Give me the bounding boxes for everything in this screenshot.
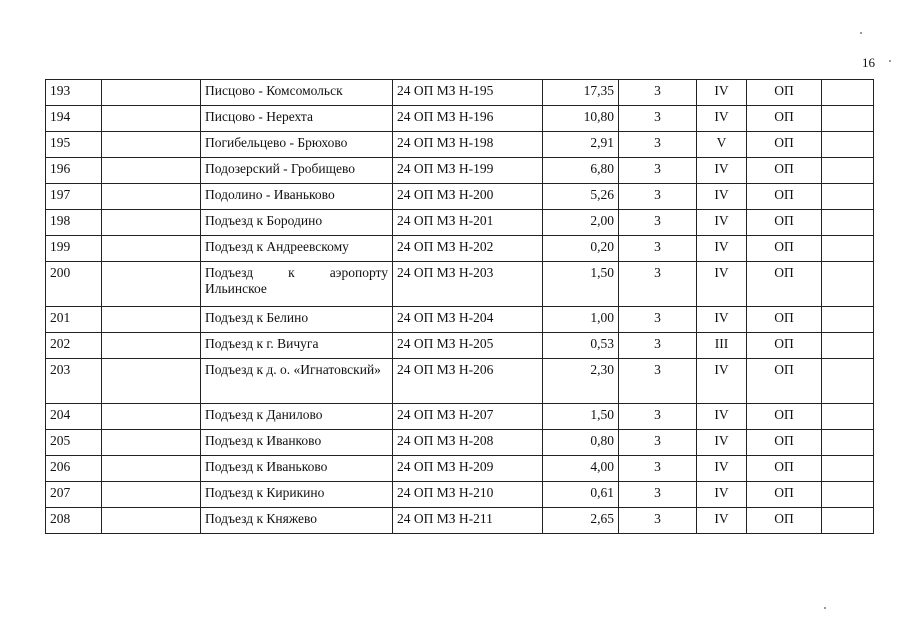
cell-number: 197 <box>46 184 102 210</box>
cell-type: ОП <box>747 307 822 333</box>
table-row <box>46 456 874 482</box>
cell-empty <box>102 262 201 307</box>
cell-length: 1,00 <box>543 307 619 333</box>
table-row <box>46 80 874 106</box>
cell-number: 202 <box>46 333 102 359</box>
scan-speck <box>824 607 826 609</box>
cell-type: ОП <box>747 359 822 404</box>
cell-category: 3 <box>619 210 697 236</box>
cell-empty <box>822 106 874 132</box>
cell-number: 193 <box>46 80 102 106</box>
cell-type: ОП <box>747 404 822 430</box>
cell-road-name: Подъезд к Андреевскому <box>201 236 393 262</box>
cell-tech-class: IV <box>697 80 747 106</box>
cell-tech-class: IV <box>697 456 747 482</box>
cell-type: ОП <box>747 184 822 210</box>
cell-number: 204 <box>46 404 102 430</box>
cell-road-code: 24 ОП МЗ Н-202 <box>393 236 543 262</box>
cell-type: ОП <box>747 158 822 184</box>
cell-length: 1,50 <box>543 262 619 307</box>
cell-number: 201 <box>46 307 102 333</box>
cell-empty <box>102 404 201 430</box>
cell-category: 3 <box>619 404 697 430</box>
cell-empty <box>822 404 874 430</box>
cell-road-name: Подолино - Иваньково <box>201 184 393 210</box>
cell-type: ОП <box>747 333 822 359</box>
table-row <box>46 404 874 430</box>
cell-tech-class: IV <box>697 430 747 456</box>
cell-road-code: 24 ОП МЗ Н-195 <box>393 80 543 106</box>
cell-road-code: 24 ОП МЗ Н-199 <box>393 158 543 184</box>
cell-empty <box>102 158 201 184</box>
cell-category: 3 <box>619 236 697 262</box>
cell-category: 3 <box>619 307 697 333</box>
cell-road-code: 24 ОП МЗ Н-211 <box>393 508 543 534</box>
cell-road-code: 24 ОП МЗ Н-208 <box>393 430 543 456</box>
cell-category: 3 <box>619 482 697 508</box>
cell-empty <box>822 307 874 333</box>
cell-number: 195 <box>46 132 102 158</box>
cell-tech-class: IV <box>697 106 747 132</box>
cell-number: 207 <box>46 482 102 508</box>
cell-tech-class: IV <box>697 508 747 534</box>
cell-tech-class: IV <box>697 404 747 430</box>
cell-empty <box>822 184 874 210</box>
cell-type: ОП <box>747 132 822 158</box>
cell-empty <box>822 482 874 508</box>
cell-length: 6,80 <box>543 158 619 184</box>
table-body <box>46 80 874 534</box>
table-row <box>46 307 874 333</box>
cell-empty <box>822 333 874 359</box>
scan-speck <box>860 32 862 34</box>
table-row <box>46 210 874 236</box>
cell-road-code: 24 ОП МЗ Н-200 <box>393 184 543 210</box>
cell-empty <box>822 80 874 106</box>
cell-type: ОП <box>747 508 822 534</box>
cell-length: 0,61 <box>543 482 619 508</box>
table-row <box>46 106 874 132</box>
cell-length: 4,00 <box>543 456 619 482</box>
cell-type: ОП <box>747 80 822 106</box>
scan-speck <box>889 60 891 62</box>
table-row <box>46 184 874 210</box>
cell-road-code: 24 ОП МЗ Н-205 <box>393 333 543 359</box>
cell-empty <box>102 359 201 404</box>
table-row <box>46 262 874 307</box>
cell-length: 17,35 <box>543 80 619 106</box>
cell-road-name: Писцово - Нерехта <box>201 106 393 132</box>
cell-category: 3 <box>619 508 697 534</box>
cell-road-name: Подъезд к Данилово <box>201 404 393 430</box>
cell-category: 3 <box>619 262 697 307</box>
table-row <box>46 508 874 534</box>
cell-number: 196 <box>46 158 102 184</box>
cell-tech-class: IV <box>697 210 747 236</box>
cell-road-code: 24 ОП МЗ Н-204 <box>393 307 543 333</box>
table-row <box>46 430 874 456</box>
cell-length: 2,00 <box>543 210 619 236</box>
cell-length: 0,80 <box>543 430 619 456</box>
cell-category: 3 <box>619 158 697 184</box>
cell-tech-class: IV <box>697 262 747 307</box>
cell-number: 199 <box>46 236 102 262</box>
table-row <box>46 333 874 359</box>
cell-number: 198 <box>46 210 102 236</box>
cell-empty <box>102 482 201 508</box>
cell-road-code: 24 ОП МЗ Н-207 <box>393 404 543 430</box>
cell-number: 194 <box>46 106 102 132</box>
cell-empty <box>822 262 874 307</box>
table-row <box>46 359 874 404</box>
cell-road-code: 24 ОП МЗ Н-198 <box>393 132 543 158</box>
cell-empty <box>102 210 201 236</box>
cell-empty <box>102 456 201 482</box>
cell-road-code: 24 ОП МЗ Н-203 <box>393 262 543 307</box>
cell-tech-class: III <box>697 333 747 359</box>
cell-length: 10,80 <box>543 106 619 132</box>
cell-road-code: 24 ОП МЗ Н-210 <box>393 482 543 508</box>
cell-type: ОП <box>747 456 822 482</box>
cell-empty <box>822 132 874 158</box>
cell-number: 200 <box>46 262 102 307</box>
cell-empty <box>822 359 874 404</box>
cell-type: ОП <box>747 262 822 307</box>
cell-road-code: 24 ОП МЗ Н-209 <box>393 456 543 482</box>
cell-road-name: Подъезд к Иванково <box>201 430 393 456</box>
cell-empty <box>822 236 874 262</box>
cell-number: 203 <box>46 359 102 404</box>
cell-empty <box>102 80 201 106</box>
table-row <box>46 236 874 262</box>
cell-road-name: Подъезд к аэропорту Ильинское <box>201 262 393 307</box>
cell-category: 3 <box>619 80 697 106</box>
cell-empty <box>822 158 874 184</box>
cell-road-code: 24 ОП МЗ Н-196 <box>393 106 543 132</box>
cell-road-name: Подозерский - Гробищево <box>201 158 393 184</box>
cell-category: 3 <box>619 132 697 158</box>
cell-empty <box>822 210 874 236</box>
cell-type: ОП <box>747 430 822 456</box>
cell-tech-class: IV <box>697 184 747 210</box>
cell-empty <box>102 307 201 333</box>
cell-category: 3 <box>619 106 697 132</box>
cell-road-name: Подъезд к г. Вичуга <box>201 333 393 359</box>
cell-road-name: Подъезд к Бородино <box>201 210 393 236</box>
table-row <box>46 482 874 508</box>
cell-empty <box>102 106 201 132</box>
cell-length: 0,20 <box>543 236 619 262</box>
cell-length: 0,53 <box>543 333 619 359</box>
cell-category: 3 <box>619 456 697 482</box>
cell-road-name: Подъезд к Белино <box>201 307 393 333</box>
cell-tech-class: IV <box>697 359 747 404</box>
page-number: 16 <box>862 55 875 70</box>
road-registry-table <box>45 79 874 534</box>
cell-road-name: Подъезд к Иваньково <box>201 456 393 482</box>
cell-empty <box>822 430 874 456</box>
cell-number: 206 <box>46 456 102 482</box>
road-registry-table-wrap <box>45 79 873 534</box>
cell-empty <box>102 132 201 158</box>
cell-category: 3 <box>619 184 697 210</box>
cell-number: 205 <box>46 430 102 456</box>
cell-type: ОП <box>747 210 822 236</box>
cell-empty <box>102 333 201 359</box>
cell-road-name: Подъезд к Кирикино <box>201 482 393 508</box>
cell-road-name: Подъезд к Княжево <box>201 508 393 534</box>
cell-empty <box>822 456 874 482</box>
cell-category: 3 <box>619 333 697 359</box>
cell-road-name: Подъезд к д. о. «Игнатовский» <box>201 359 393 404</box>
cell-number: 208 <box>46 508 102 534</box>
cell-road-code: 24 ОП МЗ Н-206 <box>393 359 543 404</box>
cell-length: 2,65 <box>543 508 619 534</box>
cell-tech-class: IV <box>697 158 747 184</box>
cell-type: ОП <box>747 106 822 132</box>
cell-tech-class: IV <box>697 236 747 262</box>
cell-empty <box>102 184 201 210</box>
table-row <box>46 132 874 158</box>
cell-empty <box>102 430 201 456</box>
cell-road-name: Писцово - Комсомольск <box>201 80 393 106</box>
cell-type: ОП <box>747 482 822 508</box>
cell-tech-class: V <box>697 132 747 158</box>
cell-length: 5,26 <box>543 184 619 210</box>
cell-length: 1,50 <box>543 404 619 430</box>
cell-road-code: 24 ОП МЗ Н-201 <box>393 210 543 236</box>
cell-empty <box>102 236 201 262</box>
cell-length: 2,30 <box>543 359 619 404</box>
cell-empty <box>102 508 201 534</box>
cell-length: 2,91 <box>543 132 619 158</box>
cell-tech-class: IV <box>697 307 747 333</box>
cell-empty <box>822 508 874 534</box>
table-row <box>46 158 874 184</box>
cell-type: ОП <box>747 236 822 262</box>
cell-category: 3 <box>619 430 697 456</box>
cell-road-name: Погибельцево - Брюхово <box>201 132 393 158</box>
cell-category: 3 <box>619 359 697 404</box>
cell-tech-class: IV <box>697 482 747 508</box>
